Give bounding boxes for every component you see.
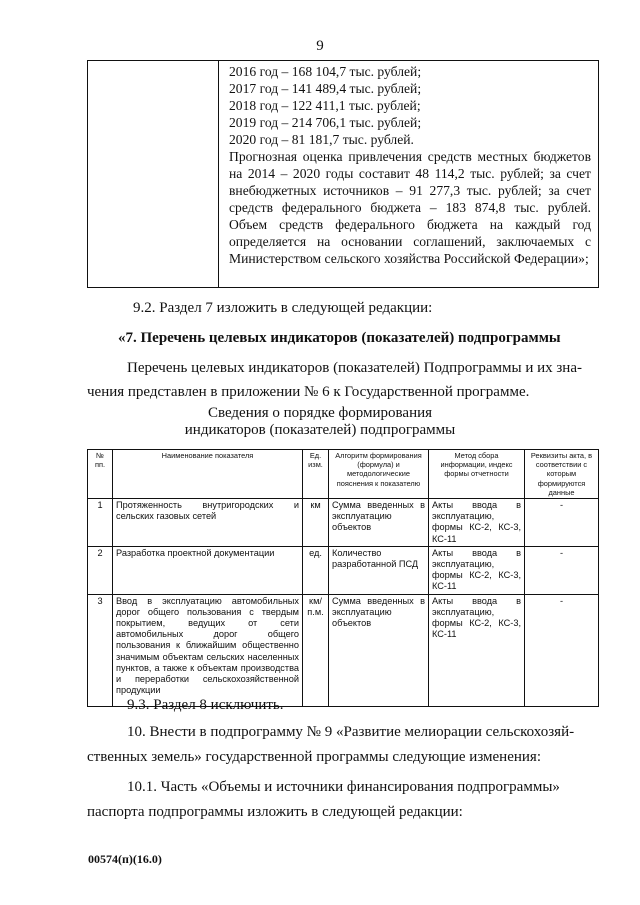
section-7-heading: «7. Перечень целевых индикаторов (показателей) подпрограммы [118, 330, 561, 346]
col-header-method: Метод сбора информации, индекс формы отчетности [429, 450, 525, 499]
table-header-row [88, 450, 599, 499]
indicators-table [87, 449, 599, 707]
table-row [88, 499, 599, 547]
row-indicator-name: Разработка проектной документации [113, 546, 303, 594]
row-method: Акты ввода в эксплуатацию, формы КС-2, КС-3, КС-11 [429, 499, 525, 547]
row-indicator-name: Ввод в эксплуатацию автомобильных дорог общего пользования с твердым покрытием, ведущих от сети автомобильных дорог общего пользования к ближайшим общественно значимым объектам сельских населенных пунктов, а также к объектам производства и переработки сельскохозяйственной продукции [113, 594, 303, 706]
row-requisites: - [525, 546, 599, 594]
row-unit: ед. [303, 546, 329, 594]
item-10-line-1: 10. Внести в подпрограмму № 9 «Развитие мелиорации сельскохозяй- [127, 724, 575, 740]
page-number: 9 [316, 38, 324, 54]
row-method: Акты ввода в эксплуатацию, формы КС-2, КС-3, КС-11 [429, 546, 525, 594]
row-requisites: - [525, 499, 599, 547]
col-header-requisites: Реквизиты акта, в соответствии с которым формируются данные [525, 450, 599, 499]
table-row [88, 546, 599, 594]
col-header-name: Наименование показателя [113, 450, 303, 499]
funding-year-line: 2016 год – 168 104,7 тыс. рублей; [229, 64, 422, 79]
section-7-paragraph-line-2: чения представлен в приложении № 6 к Государственной программе. [87, 384, 530, 400]
col-header-algorithm: Алгоритм формирования (формула) и методологические пояснения к показателю [329, 450, 429, 499]
funding-year-line: 2020 год – 81 181,7 тыс. рублей. [229, 132, 414, 147]
row-unit: км/ п.м. [303, 594, 329, 706]
row-number: 1 [88, 499, 113, 547]
row-unit: км [303, 499, 329, 547]
table-title-line-1: Сведения о порядке формирования [207, 405, 433, 421]
funding-table [87, 60, 599, 288]
row-algorithm: Сумма введенных в эксплуатацию объектов [329, 594, 429, 706]
document-code: 00574(п)(16.0) [88, 852, 162, 866]
col-header-number: № пп. [88, 450, 113, 499]
item-10-1-line-1: 10.1. Часть «Объемы и источники финансирования подпрограммы» [127, 779, 560, 795]
table-column-divider [218, 61, 219, 287]
row-algorithm: Количество разработанной ПСД [329, 546, 429, 594]
section-7-paragraph-line-1: Перечень целевых индикаторов (показателей) Подпрограммы и их зна- [127, 360, 582, 376]
funding-cell [229, 63, 591, 267]
row-indicator-name: Протяженность внутригородских и сельских газовых сетей [113, 499, 303, 547]
table-row [88, 594, 599, 706]
funding-forecast-paragraph: Прогнозная оценка привлечения средств местных бюджетов на 2014 – 2020 годы составит 48 114,2 тыс. рублей; за счет внебюджетных источников – 91 277,3 тыс. рублей; за счет средств федерального бюджета – 183 874,8 тыс. рублей. Объем средств федерального бюджета на каждый год определяется на основании соглашений, заключаемых с Министерством сельского хозяйства Российской Федерации»; [229, 149, 591, 266]
item-10-line-2: ственных земель» государственной программы следующие изменения: [87, 749, 541, 765]
funding-year-line: 2017 год – 141 489,4 тыс. рублей; [229, 81, 422, 96]
row-number: 3 [88, 594, 113, 706]
table-title-line-2: индикаторов (показателей) подпрограммы [184, 422, 456, 438]
col-header-unit: Ед. изм. [303, 450, 329, 499]
row-number: 2 [88, 546, 113, 594]
row-method: Акты ввода в эксплуатацию, формы КС-2, КС-3, КС-11 [429, 594, 525, 706]
item-9-2: 9.2. Раздел 7 изложить в следующей редакции: [133, 300, 433, 316]
row-requisites: - [525, 594, 599, 706]
item-10-1-line-2: паспорта подпрограммы изложить в следующей редакции: [87, 804, 463, 820]
funding-year-line: 2018 год – 122 411,1 тыс. рублей; [229, 98, 421, 113]
funding-year-line: 2019 год – 214 706,1 тыс. рублей; [229, 115, 422, 130]
row-algorithm: Сумма введенных в эксплуатацию объектов [329, 499, 429, 547]
item-9-3: 9.3. Раздел 8 исключить. [127, 697, 284, 713]
